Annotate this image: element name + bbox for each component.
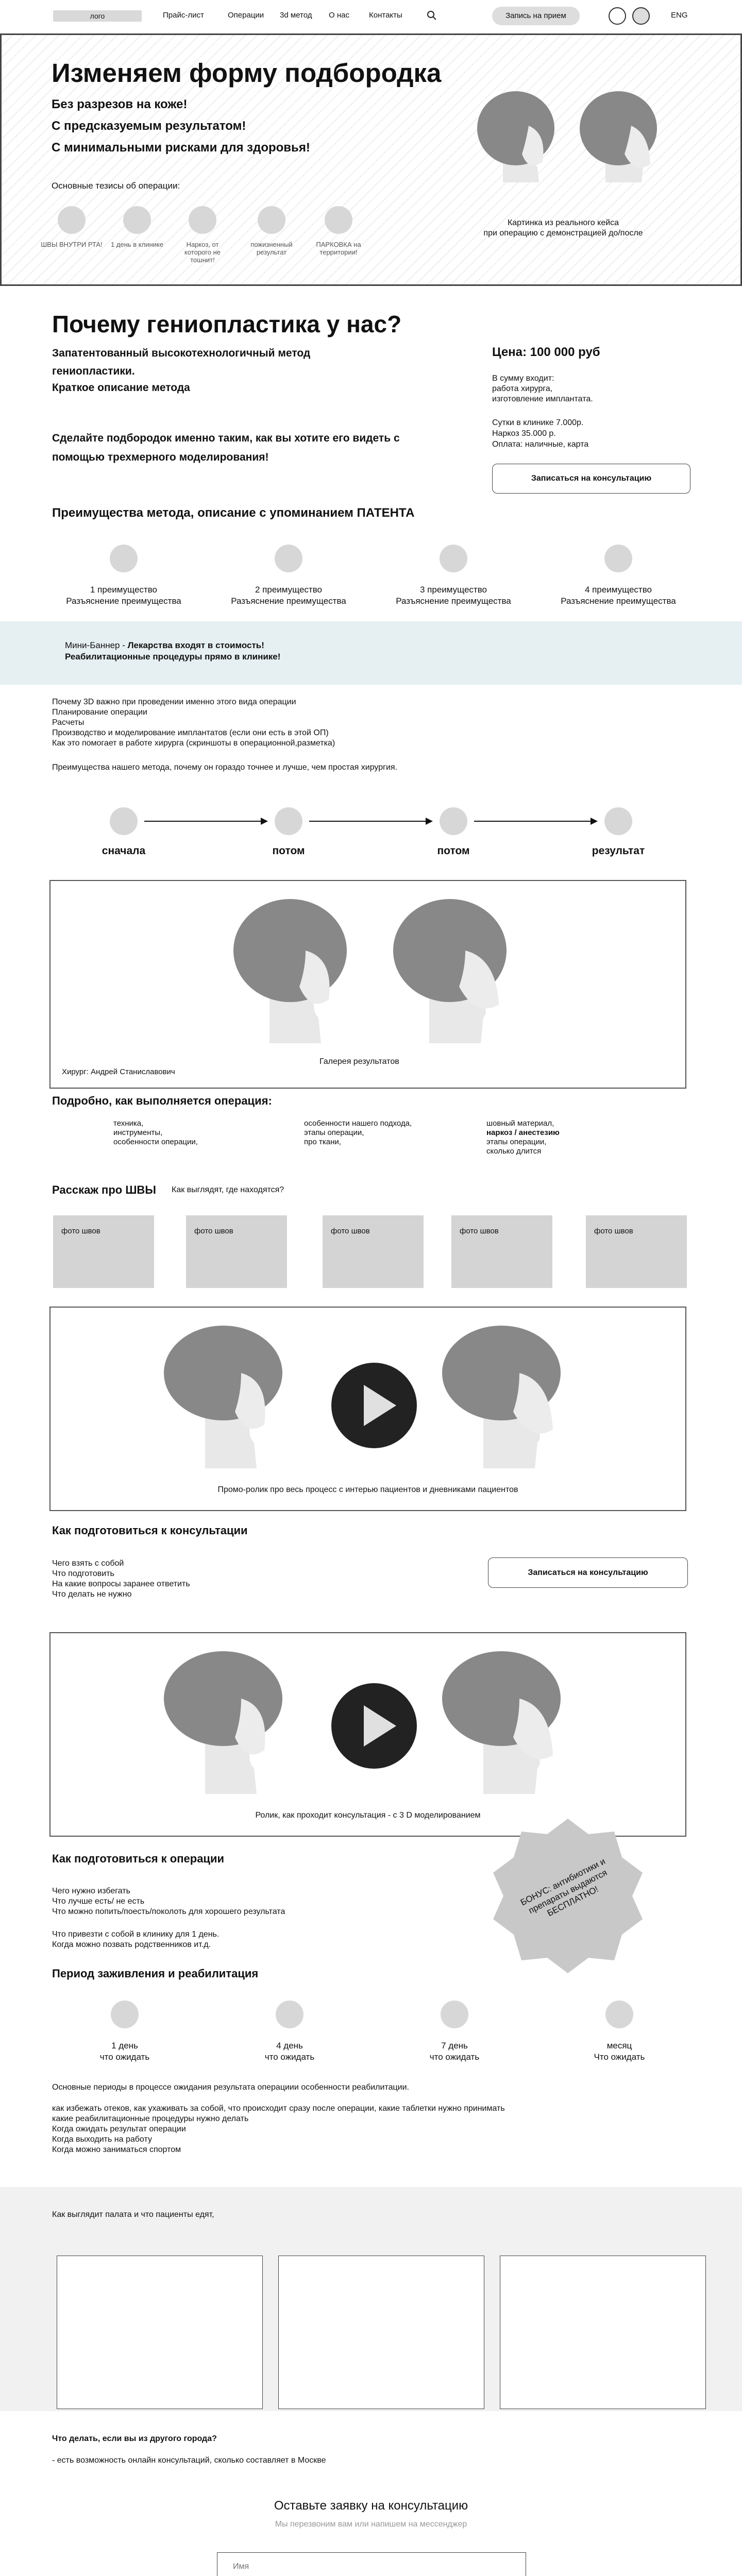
ward-section [0, 2187, 742, 2411]
nav-item-price[interactable]: Прайс-лист [163, 11, 204, 20]
consult-list: Чего взять с собой Что подготовить На какие вопросы заранее ответить Что делать не нужно [52, 1559, 190, 1599]
info-extra: Преимущества нашего метода, почему он гораздо точнее и лучше, чем простая хирургия. [52, 763, 398, 772]
heal-item: 7 день что ожидать [377, 2001, 532, 2063]
thesis-item: пожизненный результат [235, 206, 308, 256]
ward-title: Как выглядит палата и что пациенты едят, [52, 2210, 214, 2219]
details-col-1: техника, инструменты, особенности операции, [113, 1119, 198, 1146]
price-details: Сутки в клинике 7.000р. Наркоз 35.000 р. Оплата: наличные, карта [492, 418, 589, 449]
consult-button-2[interactable]: Записаться на консультацию [488, 1557, 688, 1588]
suture-photo: фото швов [53, 1215, 154, 1288]
banner-bold-1: Лекарства входят в стоимость! [127, 640, 264, 650]
theses-title: Основные тезисы об операции: [52, 181, 180, 191]
language-switch[interactable]: ENG [671, 11, 688, 20]
play-icon[interactable] [330, 1362, 418, 1449]
gallery-before-image [233, 894, 352, 1043]
suture-photo: фото швов [323, 1215, 424, 1288]
why-title: Почему гениопластика у нас? [52, 311, 402, 337]
sutures-title: Расскаж про ШВЫ [52, 1183, 156, 1196]
step-label: результат [592, 845, 645, 857]
steps-timeline [93, 806, 649, 837]
oper-list: Чего нужно избегать Что лучше есть/ не есть Что можно попить/поесть/поколоть для хорошего результата [52, 1887, 285, 1916]
advantage-item: 2 преимущество Разъяснение преимущества [211, 545, 366, 607]
video-before-image [164, 1645, 288, 1794]
step-label: сначала [102, 845, 146, 857]
heal-intro: Основные периоды в процессе ожидания результата операциии особенности реабилитации. [52, 2083, 409, 2092]
heal-title: Период заживления и реабилитация [52, 1967, 259, 1980]
video-after-image [442, 1319, 566, 1468]
sutures-question: Как выглядят, где находятся? [172, 1185, 284, 1194]
ward-photo [500, 2256, 706, 2409]
oper-list-2: Что привезти с собой в клинику для 1 день. Когда можно позвать родственников ит.д. [52, 1930, 220, 1949]
hero-line-1: Без разрезов на коже! [52, 97, 188, 111]
hero-image-caption: Картинка из реального кейса при операцию с демонстрацией до/после [483, 218, 643, 238]
hero-line-2: С предсказуемым результатом! [52, 119, 246, 133]
city-answer: - есть возможность онлайн консультаций, сколько составляет в Москве [52, 2456, 326, 2465]
video-caption: Промо-ролик про весь процесс с интерью пациентов и дневниками пациентов [217, 1485, 518, 1494]
nav-item-operations[interactable]: Операции [228, 11, 264, 20]
video-after-image [442, 1645, 566, 1794]
details-col-3: шовный материал, наркоз / анестезию этапы операции, сколько длится [486, 1119, 560, 1156]
nav-item-3d[interactable]: 3d метод [280, 11, 312, 20]
step-label: потом [272, 845, 305, 857]
details-col-2: особенности нашего подхода, этапы операции, про ткани, [304, 1119, 412, 1146]
consult-button[interactable]: Записаться на консультацию [492, 464, 690, 494]
gallery-after-image [393, 894, 512, 1043]
mini-banner [0, 621, 742, 685]
search-icon[interactable] [427, 10, 437, 21]
telegram-icon[interactable] [632, 7, 650, 25]
video-before-image [164, 1319, 288, 1468]
banner-prefix: Мини-Баннер - [65, 640, 128, 650]
suture-photo: фото швов [451, 1215, 552, 1288]
hero-section [0, 33, 742, 286]
step-label: потом [437, 845, 470, 857]
before-portrait-image [475, 84, 562, 182]
ward-photo [57, 2256, 263, 2409]
heal-item: 4 день что ожидать [212, 2001, 367, 2063]
after-portrait-image [577, 84, 665, 182]
city-question: Что делать, если вы из другого города? [52, 2434, 217, 2443]
thesis-item: 1 день в клинике [101, 206, 173, 248]
oper-title: Как подготовиться к операции [52, 1852, 225, 1865]
details-title: Подробно, как выполняется операция: [52, 1094, 272, 1107]
bonus-badge: БОНУС: антибиотики и препараты выдаются БЕСПЛАТНО! [519, 1856, 609, 1919]
heal-item: месяц Что ожидать [542, 2001, 697, 2063]
results-gallery[interactable] [49, 880, 686, 1089]
suture-photo: фото швов [186, 1215, 287, 1288]
why-bold-text: Сделайте подбородок именно таким, как вы хотите его видеть с помощью трехмерного моделирования! [52, 432, 400, 463]
banner-bold-2: Реабилитационные процедуры прямо в клинике! [65, 652, 281, 662]
consult-title: Как подготовиться к консультации [52, 1524, 248, 1537]
surgeon-name: Хирург: Андрей Станиславович [62, 1067, 175, 1076]
name-input[interactable] [217, 2552, 526, 2576]
advantage-item: 4 преимущество Разъяснение преимущества [541, 545, 696, 607]
video-caption: Ролик, как проходит консультация - с 3 D моделированием [255, 1811, 481, 1820]
info-list: Почему 3D важно при проведении именно этого вида операции Планирование операции Расчеты Производство и моделирование имплантатов (если они есть в этой ОП) Как это помогает в работе хирурга (скриншоты в операционной,разметка) [52, 698, 335, 748]
hero-title: Изменяем форму подбородка [52, 58, 442, 88]
advantages-title: Преимущества метода, описание с упоминанием ПАТЕНТА [52, 506, 415, 520]
appointment-button[interactable]: Запись на прием [492, 7, 580, 25]
why-description: Краткое описание метода [52, 382, 190, 394]
consult-video[interactable] [49, 1632, 686, 1837]
nav-bar [0, 0, 742, 32]
suture-photo: фото швов [586, 1215, 687, 1288]
thesis-item: ПАРКОВКА на территории! [302, 206, 375, 256]
price: Цена: 100 000 руб [492, 345, 600, 359]
advantage-item: 1 преимущество Разъяснение преимущества [46, 545, 201, 607]
why-subtitle: Запатентованный высокотехнологичный метод гениопластики. [52, 347, 311, 377]
promo-video[interactable] [49, 1307, 686, 1511]
hero-line-3: С минимальными рисками для здоровья! [52, 141, 310, 155]
form-title: Оставьте заявку на консультацию [274, 2499, 468, 2513]
play-icon[interactable] [330, 1682, 418, 1770]
thesis-item: ШВЫ ВНУТРИ РТА! [36, 206, 108, 248]
nav-item-contacts[interactable]: Контакты [369, 11, 402, 20]
logo[interactable]: лого [53, 10, 142, 22]
ward-photo [278, 2256, 484, 2409]
advantage-item: 3 преимущество Разъяснение преимущества [376, 545, 531, 607]
heal-item: 1 день что ожидать [47, 2001, 202, 2063]
price-includes: В сумму входит: работа хирурга, изготовление имплантата. [492, 374, 593, 403]
thesis-item: Наркоз, от которого не тошнит! [166, 206, 239, 264]
whatsapp-icon[interactable] [609, 7, 626, 25]
form-subtitle: Мы перезвоним вам или напишем на мессенджер [275, 2520, 467, 2529]
gallery-label: Галерея результатов [319, 1057, 399, 1066]
heal-list: как избежать отеков, как ухаживать за собой, что происходит сразу после операции, какие таблетки нужно принимать какие реабилитационные процедуры нужно делать Когда ожидать результат операции Когда выходить на работу Когда можно заниматься спортом [52, 2104, 505, 2154]
nav-item-about[interactable]: О нас [329, 11, 349, 20]
